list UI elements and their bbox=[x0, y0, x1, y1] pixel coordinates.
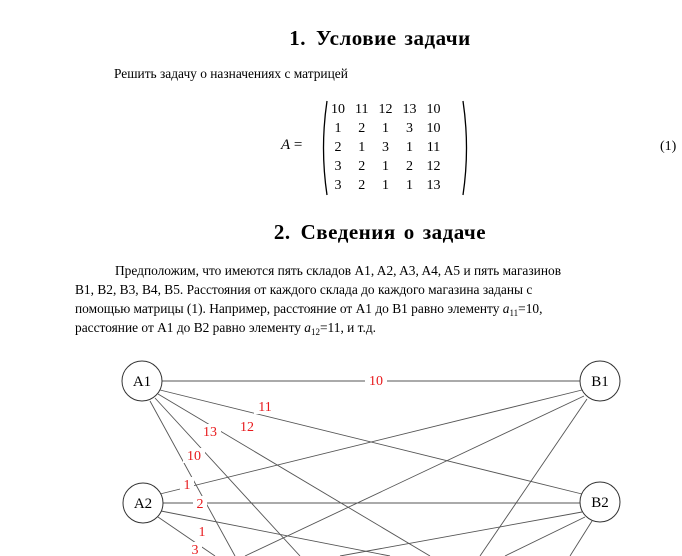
section-2-title-word3: задаче bbox=[422, 220, 487, 244]
matrix-cell: 12 bbox=[426, 159, 441, 174]
node-A2-label: A2 bbox=[133, 496, 153, 512]
edge-B2-lower bbox=[570, 521, 592, 556]
intro-text: Решить задачу о назначениях с матрицей bbox=[114, 66, 348, 81]
line4-text: расстояние от A1 до B2 равно элементу bbox=[75, 320, 305, 335]
section-2-title-word2: о bbox=[403, 220, 415, 244]
matrix-cell: 2 bbox=[358, 178, 366, 193]
node-B1-label: B1 bbox=[591, 374, 609, 390]
node-A1 bbox=[122, 361, 162, 401]
line4-value: =11, и т.д. bbox=[320, 320, 377, 335]
node-A1-label: A1 bbox=[132, 374, 152, 390]
equation-number: (1) bbox=[660, 139, 677, 154]
matrix-cell: 13 bbox=[402, 102, 417, 117]
element-subscript: 12 bbox=[311, 327, 320, 337]
edge-B2-lower bbox=[340, 512, 582, 556]
matrix-cell: 2 bbox=[405, 159, 413, 174]
element-var: a bbox=[304, 320, 311, 335]
edge-label-A1-B4: 13 bbox=[203, 425, 217, 440]
section-1-number: 1. bbox=[289, 26, 307, 50]
paragraph-line-2: B1, B2, B3, B4, B5. Расстояния от каждого склада до каждого магазина заданы с bbox=[75, 282, 533, 297]
section-2-title-word1: Сведения bbox=[300, 220, 396, 244]
edge-label-A1-B3: 12 bbox=[240, 420, 254, 435]
matrix-variable: A bbox=[281, 137, 291, 153]
edge-B1-lower bbox=[480, 399, 587, 556]
matrix-cell: 1 bbox=[405, 178, 413, 193]
node-A2 bbox=[123, 483, 163, 523]
matrix-cell: 10 bbox=[426, 121, 441, 136]
matrix-cell: 13 bbox=[426, 178, 441, 193]
edge-label-A2-B2: 2 bbox=[196, 497, 204, 512]
section-2-number: 2. bbox=[273, 220, 291, 244]
paragraph-line-1: Предположим, что имеются пять складов A1, A2, A3, A4, A5 и пять магазинов bbox=[115, 263, 562, 278]
edge-label-A2-B3: 1 bbox=[198, 525, 206, 540]
element-subscript: 11 bbox=[509, 308, 519, 318]
matrix-cell: 11 bbox=[355, 102, 369, 117]
graph-edges bbox=[150, 381, 592, 556]
matrix-cell: 1 bbox=[381, 178, 389, 193]
matrix-cell: 1 bbox=[358, 140, 366, 155]
matrix-cell: 1 bbox=[381, 159, 389, 174]
matrix-cell: 1 bbox=[405, 140, 413, 155]
matrix-cell: 10 bbox=[331, 102, 345, 117]
section-1-title-word2: задачи bbox=[404, 26, 471, 50]
matrix-cell: 3 bbox=[334, 159, 342, 174]
node-B1 bbox=[580, 361, 620, 401]
section-1-title-word1: Условие bbox=[316, 26, 397, 50]
node-B2 bbox=[580, 482, 620, 522]
edge-label-A2-B1: 1 bbox=[183, 478, 191, 493]
matrix-cell: 2 bbox=[358, 159, 366, 174]
matrix-cell: 2 bbox=[334, 140, 342, 155]
edge-B2-lower bbox=[505, 517, 585, 556]
matrix-cell: 1 bbox=[381, 121, 389, 136]
edge-label-A1-B1: 10 bbox=[369, 374, 383, 389]
node-B2-label: B2 bbox=[591, 495, 609, 511]
matrix-cell: 12 bbox=[378, 102, 393, 117]
matrix-cell: 10 bbox=[426, 102, 441, 117]
equals-sign: = bbox=[293, 137, 303, 153]
edge-label-A2-B4: 3 bbox=[191, 543, 199, 556]
matrix-cell: 3 bbox=[334, 178, 342, 193]
matrix-cell: 11 bbox=[426, 140, 441, 155]
matrix-cell: 3 bbox=[381, 140, 389, 155]
matrix-cell: 2 bbox=[358, 121, 366, 136]
line3-text: помощью матрицы (1). Например, расстояние от A1 до B1 равно элементу bbox=[75, 301, 503, 316]
matrix-cell: 3 bbox=[405, 121, 413, 136]
edge-label-A1-B5: 10 bbox=[187, 449, 201, 464]
matrix-cell: 1 bbox=[334, 121, 342, 136]
edge-label-A1-B2: 11 bbox=[258, 400, 272, 415]
element-var: a bbox=[502, 301, 510, 316]
line3-value: =10, bbox=[518, 301, 543, 316]
